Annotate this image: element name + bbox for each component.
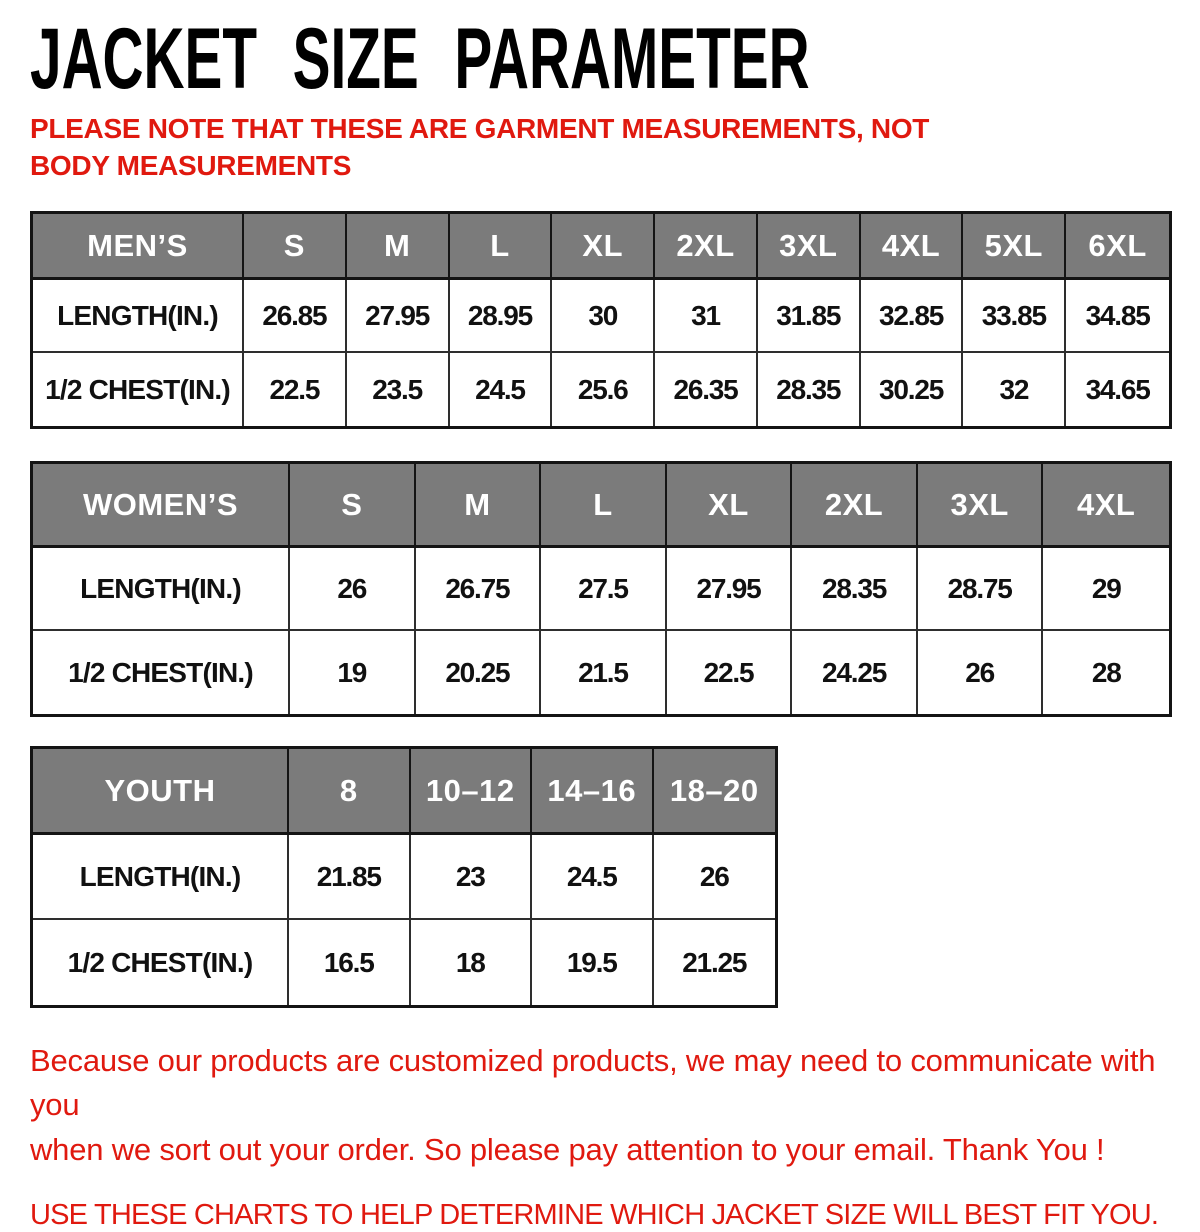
size-value-cell: 29: [1043, 548, 1169, 631]
row-label: LENGTH(IN.): [33, 280, 244, 353]
row-label: LENGTH(IN.): [33, 548, 290, 631]
size-column-header: 3XL: [758, 214, 861, 280]
size-value-cell: 28.35: [758, 353, 861, 426]
customization-note-line-1: Because our products are customized products, we may need to communicate with you: [30, 1043, 1156, 1123]
size-column-header: 5XL: [963, 214, 1066, 280]
size-column-header: S: [290, 464, 416, 548]
size-value-cell: 21.25: [682, 946, 747, 978]
size-value-cell: 34.65: [1085, 373, 1150, 405]
size-value-cell: 31.85: [758, 280, 861, 353]
size-column-header: XL: [667, 464, 793, 548]
size-value-cell: 30.25: [861, 353, 964, 426]
size-column-header: S: [244, 214, 347, 280]
size-value-cell: 23.5: [347, 353, 450, 426]
size-value-cell: 32.85: [861, 280, 964, 353]
page: [0, 11, 1200, 1231]
table-title-youth: YOUTH: [33, 749, 289, 835]
garment-measurements-note: PLEASE NOTE THAT THESE ARE GARMENT MEASUREMENTS, NOT BODY MEASUREMENTS: [30, 113, 930, 182]
size-value-cell: 28.75: [918, 548, 1044, 631]
size-column-header: L: [450, 214, 553, 280]
row-label: 1/2 CHEST(IN.): [33, 631, 290, 714]
size-value-cell: 24.5: [450, 353, 553, 426]
youth-size-table: [30, 746, 778, 1008]
size-column-header: 2XL: [655, 214, 758, 280]
size-column-header: 4XL: [861, 214, 964, 280]
size-value-cell: 26.75: [416, 548, 542, 631]
size-value-cell: 26: [918, 631, 1044, 714]
size-value-cell: 21.85: [289, 835, 411, 920]
size-value-cell: 28.95: [450, 280, 553, 353]
table-title-men-s: MEN’S: [33, 214, 244, 280]
size-value-cell: 28.35: [792, 548, 918, 631]
customization-note: [30, 1039, 1172, 1171]
fit-note: USE THESE CHARTS TO HELP DETERMINE WHICH JACKET SIZE WILL BEST FIT YOU.: [30, 1198, 1159, 1231]
size-value-cell: 27.5: [541, 548, 667, 631]
size-value-cell: 27.95: [347, 280, 450, 353]
size-column-header: 18–20: [654, 749, 776, 835]
size-column-header: 3XL: [918, 464, 1044, 548]
size-value-cell: 27.95: [667, 548, 793, 631]
page-title: JACKET SIZE PARAMETER: [30, 11, 810, 107]
size-value-cell: 23: [411, 835, 533, 920]
size-value-cell: 20.25: [416, 631, 542, 714]
size-value-cell: 33.85: [963, 280, 1066, 353]
size-value-cell: 22.5: [244, 353, 347, 426]
womens-size-table: [30, 461, 1172, 717]
size-column-header: 2XL: [792, 464, 918, 548]
size-value-cell: 31: [655, 280, 758, 353]
mens-size-table: [30, 211, 1172, 429]
size-value-cell: 28: [1091, 656, 1121, 688]
size-value-cell: 19.5: [532, 920, 654, 1005]
row-label: 1/2 CHEST(IN.): [33, 920, 289, 1005]
size-value-cell: 26: [654, 835, 776, 920]
size-column-header: 6XL: [1066, 214, 1169, 280]
size-value-cell: 21.5: [541, 631, 667, 714]
size-column-header: M: [416, 464, 542, 548]
size-value-cell: 30: [552, 280, 655, 353]
size-value-cell: 18: [411, 920, 533, 1005]
size-value-cell: 25.6: [552, 353, 655, 426]
size-value-cell: 32: [963, 353, 1066, 426]
size-value-cell: 26.35: [655, 353, 758, 426]
size-column-header: 10–12: [411, 749, 533, 835]
size-value-cell: 34.85: [1066, 280, 1169, 353]
size-column-header: M: [347, 214, 450, 280]
size-value-cell: 22.5: [667, 631, 793, 714]
size-value-cell: 24.25: [792, 631, 918, 714]
table-title-women-s: WOMEN’S: [33, 464, 290, 548]
size-column-header: L: [541, 464, 667, 548]
size-value-cell: 24.5: [532, 835, 654, 920]
size-column-header: 4XL: [1043, 464, 1169, 548]
size-value-cell: 16.5: [289, 920, 411, 1005]
size-column-header: XL: [552, 214, 655, 280]
size-value-cell: 26: [290, 548, 416, 631]
size-column-header: 14–16: [532, 749, 654, 835]
customization-note-line-2: when we sort out your order. So please pay attention to your email. Thank You !: [30, 1131, 1105, 1167]
size-value-cell: 19: [290, 631, 416, 714]
size-value-cell: 26.85: [244, 280, 347, 353]
row-label: LENGTH(IN.): [33, 835, 289, 920]
size-column-header: 8: [289, 749, 411, 835]
row-label: 1/2 CHEST(IN.): [33, 353, 244, 426]
